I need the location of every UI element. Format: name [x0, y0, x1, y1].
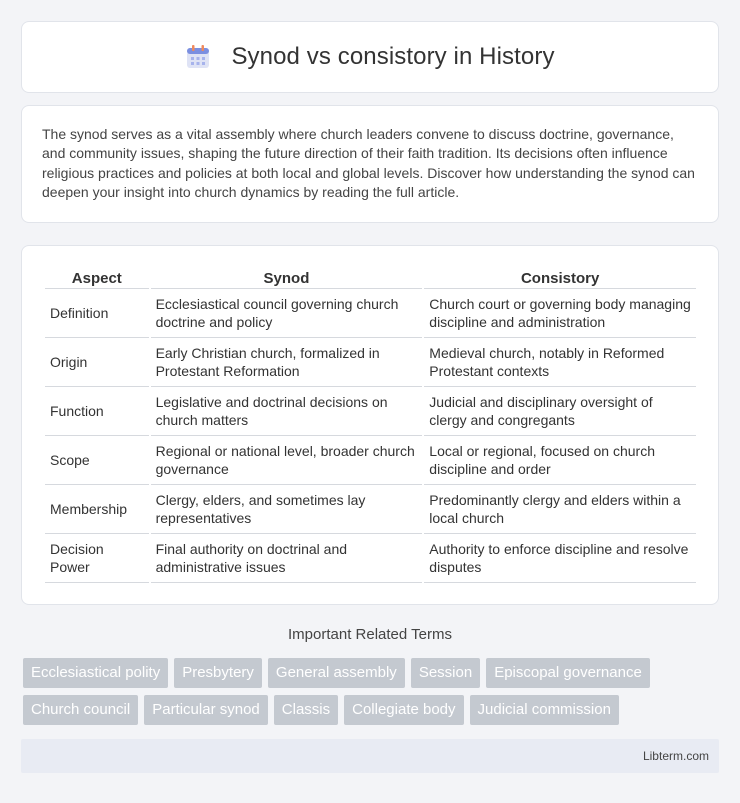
consistory-cell: Church court or governing body managing discipline and administration [424, 289, 696, 338]
aspect-cell: Membership [45, 485, 149, 534]
table-row [45, 289, 696, 338]
header-aspect: Aspect [45, 266, 149, 289]
table-row [45, 534, 696, 583]
synod-cell: Ecclesiastical council governing church doctrine and policy [151, 289, 423, 338]
table-row [45, 436, 696, 485]
synod-cell: Regional or national level, broader church governance [151, 436, 423, 485]
synod-cell: Legislative and doctrinal decisions on church matters [151, 387, 423, 436]
consistory-cell: Local or regional, focused on church discipline and order [424, 436, 696, 485]
consistory-cell: Authority to enforce discipline and resolve disputes [424, 534, 696, 583]
table-row [45, 387, 696, 436]
tag-judicial-commission[interactable]: Judicial commission [470, 695, 619, 725]
consistory-cell: Predominantly clergy and elders within a local church [424, 485, 696, 534]
intro-text: The synod serves as a vital assembly where church leaders convene to discuss doctrine, governance, and community issues, shaping the future direction of their faith tradition. Its decisions often influence religious practices and policies at both local and global levels. Discover how understanding the synod can deepen your insight into church dynamics by reading the full article. [42, 126, 695, 201]
aspect-cell: Scope [45, 436, 149, 485]
table-header-row [45, 266, 696, 289]
calendar-icon [185, 44, 211, 70]
header-synod: Synod [151, 266, 423, 289]
aspect-cell: Function [45, 387, 149, 436]
header-card [21, 21, 719, 93]
tag-row [23, 695, 723, 725]
comparison-table [43, 266, 698, 583]
synod-cell: Clergy, elders, and sometimes lay representatives [151, 485, 423, 534]
related-terms-title: Important Related Terms [288, 626, 452, 643]
consistory-cell: Medieval church, notably in Reformed Protestant contexts [424, 338, 696, 387]
footer-brand-link[interactable]: Libterm.com [642, 749, 709, 763]
tag-collegiate-body[interactable]: Collegiate body [344, 695, 463, 725]
table-row [45, 485, 696, 534]
tag-classis[interactable]: Classis [274, 695, 338, 725]
synod-cell: Early Christian church, formalized in Protestant Reformation [151, 338, 423, 387]
tag-general-assembly[interactable]: General assembly [268, 658, 405, 688]
page-title: Synod vs consistory in History [231, 43, 555, 70]
synod-cell: Final authority on doctrinal and administrative issues [151, 534, 423, 583]
related-terms-tags [23, 658, 723, 732]
tag-church-council[interactable]: Church council [23, 695, 138, 725]
tag-session[interactable]: Session [411, 658, 480, 688]
aspect-cell: Decision Power [45, 534, 149, 583]
intro-card [21, 105, 719, 223]
aspect-cell: Definition [45, 289, 149, 338]
tag-row [23, 658, 723, 688]
tag-presbytery[interactable]: Presbytery [174, 658, 262, 688]
consistory-cell: Judicial and disciplinary oversight of clergy and congregants [424, 387, 696, 436]
aspect-cell: Origin [45, 338, 149, 387]
footer [21, 739, 719, 773]
comparison-table-card [21, 245, 719, 605]
tag-ecclesiastical-polity[interactable]: Ecclesiastical polity [23, 658, 168, 688]
tag-episcopal-governance[interactable]: Episcopal governance [486, 658, 650, 688]
tag-particular-synod[interactable]: Particular synod [144, 695, 268, 725]
table-row [45, 338, 696, 387]
header-consistory: Consistory [424, 266, 696, 289]
